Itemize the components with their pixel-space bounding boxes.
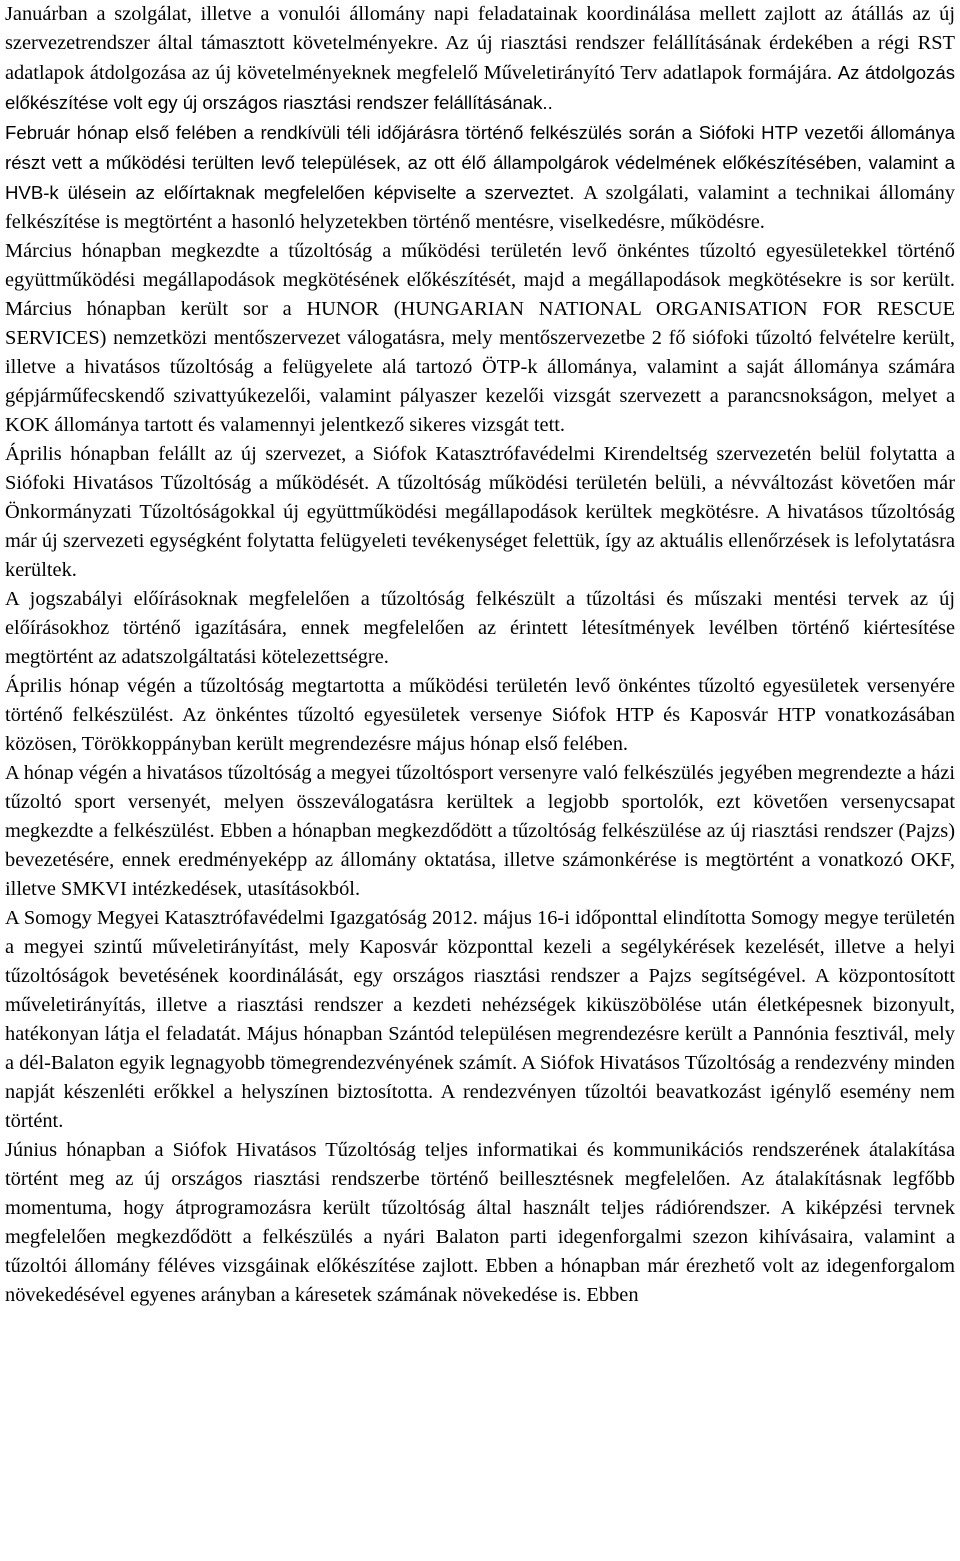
text-segment: A jogszabályi előírásoknak megfelelően a tűzoltóság felkészült a tűzoltási és műszaki mentési tervek az új előírásokhoz történő igazítására, ennek megfelelően az érintett létesítmények levélben történő kiértesítése megtörtént az adatszolgáltatási kötelezettségre. <box>5 588 955 668</box>
text-segment: Június hónapban a Siófok Hivatásos Tűzoltóság teljes informatikai és kommunikációs rendszerének átalakítása történt meg az új országos riasztási rendszerbe történő beillesztésnek megfelelően. Az átalakításnak legfőbb momentuma, hogy átprogramozásra került tűzoltóság által használt teljes rádiórendszer. A kiképzési tervnek megfelelően megkezdődött a felkészülés a nyári Balaton parti idegenforgalmi szezon kihívásaira, valamint a tűzoltói állomány féléves vizsgáinak előkészítése zajlott. Ebben a hónapban már érezhető volt az idegenforgalom növekedésével egyenes arányban a káresetek számának növekedése is. Ebben <box>5 1139 955 1306</box>
paragraph-january <box>5 0 955 118</box>
paragraph-june <box>5 1136 955 1310</box>
text-segment: Március hónapban megkezdte a tűzoltóság a működési területén levő önkéntes tűzoltó egyesületekkel történő együttműködési megállapodások megkötésének előkészítését, majd a megállapodások megkötésekre is sor került. Március hónapban került sor a HUNOR (HUNGARIAN NATIONAL ORGANISATION FOR RESCUE SERVICES) nemzetközi mentőszervezet válogatásra, mely mentőszervezetbe 2 fő siófoki tűzoltó felvételre került, illetve a hivatásos tűzoltóság a felügyelete alá tartozó ÖTP-k állománya, valamint a saját állománya számára gépjárműfecskendő szivattyúkezelői, valamint pályaszer kezelői vizsgát szervezett a parancsnokságon, melyet a KOK állománya tartott és valamennyi jelentkező sikeres vizsgát tett. <box>5 240 955 436</box>
paragraph-march <box>5 237 955 440</box>
text-segment: Az átdolgozás előkészítése volt egy új országos riasztási rendszer felállításának.. <box>5 62 955 113</box>
paragraph-april <box>5 440 955 585</box>
text-segment: Február hónap első felében a rendkívüli téli időjárásra történő felkészülés során a Siófoki HTP vezetői állománya részt vett a működési terülten levő települések, az ott élő állampolgárok védelmének előkészítésében, valamint a HVB-k ülésein az előírtaknak megfelelően képviselte a szerveztet. <box>5 122 955 203</box>
paragraph-april-end <box>5 672 955 759</box>
text-segment: A Somogy Megyei Katasztrófavédelmi Igazgatóság 2012. május 16-i időponttal elindította Somogy megye területén a megyei szintű műveletirányítást, mely Kaposvár központtal kezeli a segélykérések kezelését, illetve a helyi tűzoltóságok bevetésének koordinálását, egy országos riasztási rendszer a Pajzs segítségével. A központosított műveletirányítás, illetve a riasztási rendszer a kezdeti nehézségek kiküszöbölése után életképesnek bizonyult, hatékonyan látja el feladatát. Május hónapban Szántód településen megrendezésre került a Pannónia fesztivál, mely a dél-Balaton egyik legnagyobb tömegrendezvényének számít. A Siófok Hivatásos Tűzoltóság a rendezvény minden napját készenléti erőkkel a helyszínen biztosította. A rendezvényen tűzoltói beavatkozást igénylő esemény nem történt. <box>5 907 955 1132</box>
paragraph-may <box>5 904 955 1136</box>
text-segment: A szolgálati, valamint a technikai állomány felkészítése is megtörtént a hasonló helyzetekben történő mentésre, viselkedésre, működésre. <box>5 182 955 233</box>
text-segment: Április hónapban felállt az új szervezet, a Siófok Katasztrófavédelmi Kirendeltség szervezetén belül folytatta a Siófoki Hivatásos Tűzoltóság a működését. A tűzoltóság működési területén belüli, a névváltozást követően már Önkormányzati Tűzoltóságokkal új együttműködési megállapodások kerültek megkötésre. A hivatásos tűzoltóság már új szervezeti egységként folytatta felügyeleti tevékenységet felettük, így az aktuális ellenőrzések is lefolytatásra kerültek. <box>5 443 955 581</box>
text-segment: Április hónap végén a tűzoltóság megtartotta a működési területén levő önkéntes tűzoltó egyesületek versenyére történő felkészülést. Az önkéntes tűzoltó egyesületek versenye Siófok HTP és Kaposvár HTP vonatkozásában közösen, Törökkoppányban került megrendezésre május hónap első felében. <box>5 675 955 755</box>
paragraph-month-end <box>5 759 955 904</box>
paragraph-february <box>5 118 955 237</box>
text-segment: Januárban a szolgálat, illetve a vonulói állomány napi feladatainak koordinálása mellett zajlott az átállás az új szervezetrendszer által támasztott követelményekre. Az új riasztási rendszer felállításának érdekében a régi RST adatlapok átdolgozása az új követelményeknek megfelelő Műveletirányító Terv adatlapok formájára. <box>5 3 955 84</box>
document-page <box>5 0 955 1310</box>
text-segment: A hónap végén a hivatásos tűzoltóság a megyei tűzoltósport versenyre való felkészülés jegyében megrendezte a házi tűzoltó sport versenyét, melyen összeválogatásra kerültek a legjobb sportolók, ezt követően versenycsapat megkezdte a felkészülést. Ebben a hónapban megkezdődött a tűzoltóság felkészülése az új riasztási rendszer (Pajzs) bevezetésére, ennek eredményeképp az állomány oktatása, illetve számonkérése is megtörtént a vonatkozó OKF, illetve SMKVI intézkedések, utasításokból. <box>5 762 955 900</box>
paragraph-regulations <box>5 585 955 672</box>
